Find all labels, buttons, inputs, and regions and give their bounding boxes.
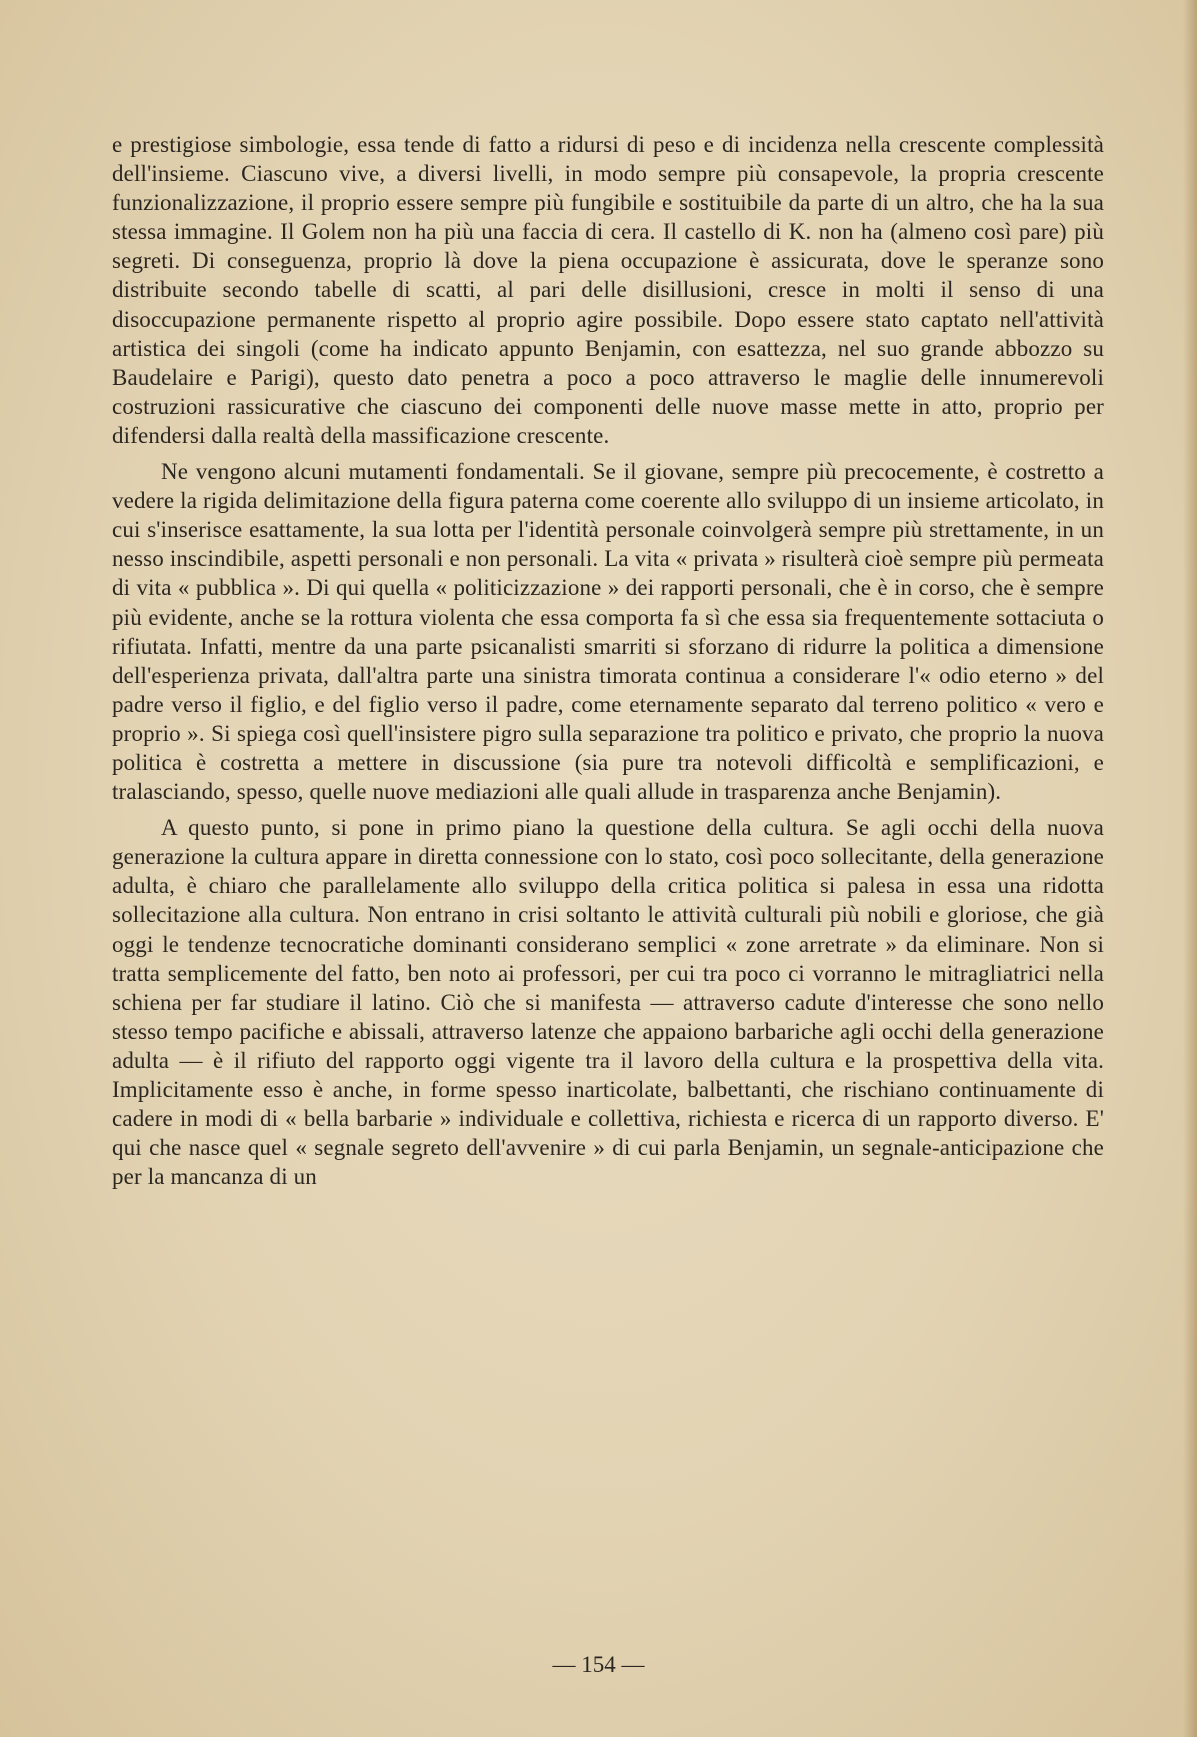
body-text: [112, 130, 1104, 1198]
paragraph-1: e prestigiose simbologie, essa tende di fatto a ridursi di peso e di incidenza nella crescente complessità dell'insieme. Ciascuno vive, a diversi livelli, in modo sempre più consapevole, la propria crescente funzionalizzazione, il proprio essere sempre più fungibile e sostituibile da parte di un altro, che ha la sua stessa immagine. Il Golem non ha più una faccia di cera. Il castello di K. non ha (almeno così pare) più segreti. Di conseguenza, proprio là dove la piena occupazione è assicurata, dove le speranze sono distribuite secondo tabelle di scatti, al pari delle disillusioni, cresce in molti il senso di una disoccupazione permanente rispetto al proprio agire possibile. Dopo essere stato captato nell'attività artistica dei singoli (come ha indicato appunto Benjamin, con esattezza, nel suo grande abbozzo su Baudelaire e Parigi), questo dato penetra a poco a poco attraverso le maglie delle innumerevoli costruzioni rassicurative che ciascuno dei componenti delle nuove masse mette in atto, proprio per difendersi dalla realtà della massificazione crescente.: [112, 132, 1104, 448]
page-number: — 154 —: [552, 1652, 645, 1677]
paragraph-3: A questo punto, si pone in primo piano la questione della cultura. Se agli occhi della nuova generazione la cultura appare in diretta connessione con lo stato, così poco sollecitante, della generazione adulta, è chiaro che parallelamente allo sviluppo della critica politica si palesa in essa una ridotta sollecitazione alla cultura. Non entrano in crisi soltanto le attività culturali più nobili e gloriose, che già oggi le tendenze tecnocratiche dominanti considerano semplici « zone arretrate » da eliminare. Non si tratta semplicemente del fatto, ben noto ai professori, per cui tra poco ci vorranno le mitragliatrici nella schiena per far studiare il latino. Ciò che si manifesta — attraverso cadute d'interesse che sono nello stesso tempo pacifiche e abissali, attraverso latenze che appaiono barbariche agli occhi della generazione adulta — è il rifiuto del rapporto oggi vigente tra il lavoro della cultura e la prospettiva della vita. Implicitamente esso è anche, in forme spesso inarticolate, balbettanti, che rischiano continuamente di cadere in modi di « bella barbarie » individuale e collettiva, richiesta e ricerca di un rapporto diverso. E' qui che nasce quel « segnale segreto dell'avvenire » di cui parla Benjamin, un segnale-anticipazione che per la mancanza di un: [112, 815, 1104, 1190]
paragraph-2: Ne vengono alcuni mutamenti fondamentali. Se il giovane, sempre più precocemente, è costretto a vedere la rigida delimitazione della figura paterna come coerente allo sviluppo di un insieme articolato, in cui s'inserisce esattamente, la sua lotta per l'identità personale coinvolgerà sempre più strettamente, in un nesso inscindibile, aspetti personali e non personali. La vita « privata » risulterà cioè sempre più permeata di vita « pubblica ». Di qui quella « politicizzazione » dei rapporti personali, che è in corso, che è sempre più evidente, anche se la rottura violenta che essa comporta fa sì che essa sia frequentemente sottaciuta o rifiutata. Infatti, mentre da una parte psicanalisti smarriti si sforzano di ridurre la politica a dimensione dell'esperienza privata, dall'altra parte una sinistra timorata continua a considerare l'« odio eterno » del padre verso il figlio, e del figlio verso il padre, come eternamente separato dal terreno politico « vero e proprio ». Si spiega così quell'insistere pigro sulla separazione tra politico e privato, che proprio la nuova politica è costretta a mettere in discussione (sia pure tra notevoli difficoltà e semplificazioni, e tralasciando, spesso, quelle nuove mediazioni alle quali allude in trasparenza anche Benjamin).: [112, 459, 1104, 805]
page-edge-shadow: [1183, 0, 1197, 1737]
